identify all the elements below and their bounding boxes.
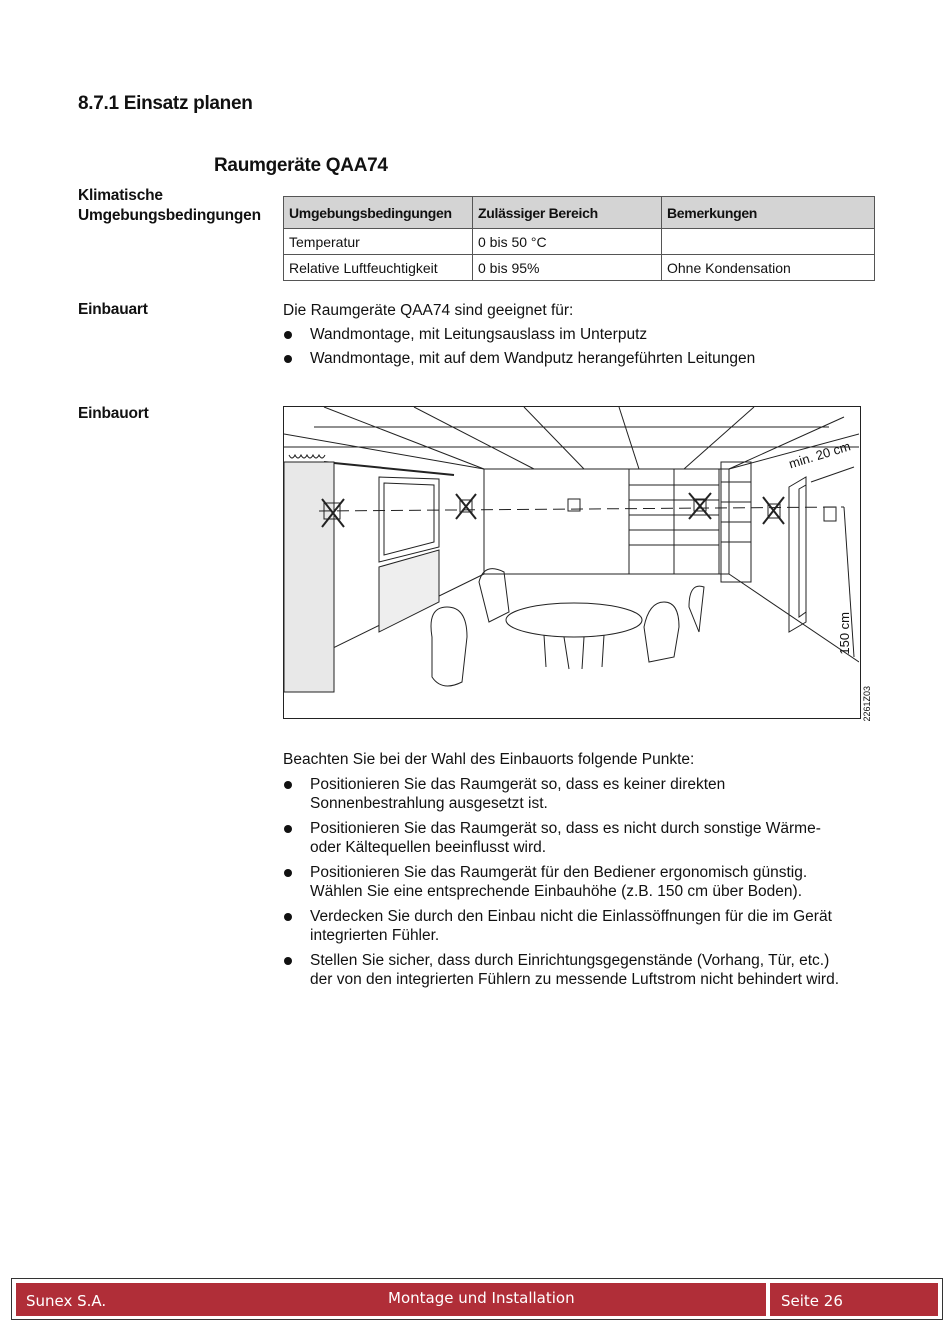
section-title: 8.7.1 Einsatz planen xyxy=(78,93,253,114)
list-item xyxy=(283,951,903,989)
list-item: Wandmontage, mit Leitungsauslass im Unterputz xyxy=(283,325,883,344)
footer-page-number: Seite 26 xyxy=(781,1292,843,1310)
einbauart-list xyxy=(283,325,883,368)
list-item-line: integrierten Fühler. xyxy=(310,927,440,944)
list-item xyxy=(283,863,903,901)
footer-page-bar xyxy=(770,1283,938,1316)
list-item-line: Positionieren Sie das Raumgerät so, dass es nicht durch sonstige Wärme- xyxy=(310,820,821,837)
list-item-line: oder Kältequellen beeinflusst wird. xyxy=(310,839,547,856)
table-row xyxy=(284,229,875,255)
page-subtitle: Raumgeräte QAA74 xyxy=(214,155,388,176)
table-header: Bemerkungen xyxy=(662,197,875,229)
list-item-line: Verdecken Sie durch den Einbau nicht die Einlassöffnungen für die im Gerät xyxy=(310,908,832,925)
table-cell: Ohne Kondensation xyxy=(662,255,875,281)
climatic-label xyxy=(78,186,261,226)
einbauort-intro: Beachten Sie bei der Wahl des Einbauorts folgende Punkte: xyxy=(283,751,695,768)
footer-main-bar xyxy=(16,1283,766,1316)
list-item xyxy=(283,775,903,813)
climatic-label-line1: Klimatische xyxy=(78,187,163,204)
footer-chapter: Montage und Installation xyxy=(388,1289,575,1307)
room-drawing xyxy=(284,407,859,717)
list-item-line: Stellen Sie sicher, dass durch Einrichtungsgegenstände (Vorhang, Tür, etc.) xyxy=(310,952,830,969)
footer-company: Sunex S.A. xyxy=(26,1292,107,1310)
table-header-row xyxy=(284,197,875,229)
figure-code: 2261Z03 xyxy=(862,686,872,722)
einbauort-label: Einbauort xyxy=(78,405,149,422)
room-illustration xyxy=(283,406,861,719)
conditions-table xyxy=(283,196,875,281)
table-header: Zulässiger Bereich xyxy=(473,197,662,229)
table-cell: 0 bis 95% xyxy=(473,255,662,281)
figure-label-height: 150 cm xyxy=(837,612,852,655)
einbauort-list xyxy=(283,775,903,989)
einbauart-label: Einbauart xyxy=(78,301,148,318)
list-item-line: Sonnenbestrahlung ausgesetzt ist. xyxy=(310,795,548,812)
table-cell xyxy=(662,229,875,255)
list-item xyxy=(283,819,903,857)
figure-label-min: min. 20 cm xyxy=(787,438,853,472)
list-item-line: Wählen Sie eine entsprechende Einbauhöhe (z.B. 150 cm über Boden). xyxy=(310,883,803,900)
einbauart-intro: Die Raumgeräte QAA74 sind geeignet für: xyxy=(283,302,574,319)
page-footer xyxy=(11,1278,943,1320)
table-cell: 0 bis 50 °C xyxy=(473,229,662,255)
table-cell: Temperatur xyxy=(284,229,473,255)
table-header: Umgebungsbedingungen xyxy=(284,197,473,229)
list-item-line: Positionieren Sie das Raumgerät so, dass es keiner direkten xyxy=(310,776,726,793)
table-row xyxy=(284,255,875,281)
list-item-line: Positionieren Sie das Raumgerät für den Bediener ergonomisch günstig. xyxy=(310,864,808,881)
list-item xyxy=(283,907,903,945)
table-cell: Relative Luftfeuchtigkeit xyxy=(284,255,473,281)
list-item-line: der von den integrierten Fühlern zu messende Luftstrom nicht behindert wird. xyxy=(310,971,840,988)
list-item: Wandmontage, mit auf dem Wandputz herangeführten Leitungen xyxy=(283,349,883,368)
climatic-label-line2: Umgebungsbedingungen xyxy=(78,207,261,224)
